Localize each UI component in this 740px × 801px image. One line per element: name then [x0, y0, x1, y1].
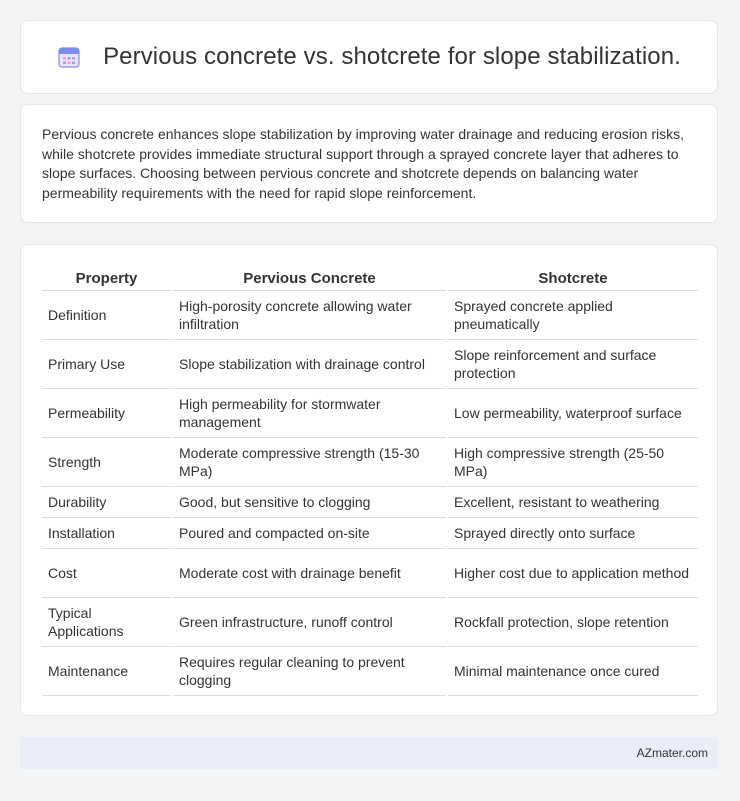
- pervious-concrete-cell: Slope stabilization with drainage control: [173, 340, 446, 389]
- intro-text: Pervious concrete enhances slope stabilization by improving water drainage and reducing erosion risks, while shotcrete provides immediate structural support through a sprayed concrete layer that adheres to slope surfaces. Choosing between pervious concrete and shotcrete depends on balancing water permeability requirements with the need for rapid slope reinforcement.: [42, 126, 685, 201]
- pervious-concrete-cell: Poured and compacted on-site: [173, 518, 446, 549]
- shotcrete-cell: Excellent, resistant to weathering: [448, 487, 698, 518]
- table-row: [42, 549, 698, 598]
- title-card: [20, 20, 718, 94]
- intro-card: [20, 104, 718, 223]
- footer-brand: AZmater.com: [636, 746, 708, 760]
- property-cell: Durability: [42, 487, 171, 518]
- pervious-concrete-cell: Moderate cost with drainage benefit: [173, 549, 446, 598]
- table-row: [42, 389, 698, 438]
- pervious-concrete-cell: Good, but sensitive to clogging: [173, 487, 446, 518]
- shotcrete-cell: Higher cost due to application method: [448, 549, 698, 598]
- pervious-concrete-cell: High permeability for stormwater management: [173, 389, 446, 438]
- header-shotcrete: Shotcrete: [448, 264, 698, 291]
- header-property: Property: [42, 264, 171, 291]
- table-row: [42, 291, 698, 340]
- header-pervious-concrete: Pervious Concrete: [173, 264, 446, 291]
- shotcrete-cell: Rockfall protection, slope retention: [448, 598, 698, 647]
- table-row: [42, 438, 698, 487]
- pervious-concrete-cell: Moderate compressive strength (15-30 MPa): [173, 438, 446, 487]
- property-cell: Strength: [42, 438, 171, 487]
- shotcrete-cell: Sprayed concrete applied pneumatically: [448, 291, 698, 340]
- property-cell: Definition: [42, 291, 171, 340]
- table-header-row: [42, 264, 698, 291]
- table-row: [42, 598, 698, 647]
- shotcrete-cell: Slope reinforcement and surface protection: [448, 340, 698, 389]
- table-row: [42, 487, 698, 518]
- page-title: Pervious concrete vs. shotcrete for slope stabilization.: [103, 43, 681, 70]
- property-cell: Cost: [42, 549, 171, 598]
- footer: [20, 737, 718, 769]
- property-cell: Primary Use: [42, 340, 171, 389]
- comparison-card: [20, 244, 718, 716]
- table-row: [42, 518, 698, 549]
- pervious-concrete-cell: High-porosity concrete allowing water infiltration: [173, 291, 446, 340]
- table-body: [42, 291, 698, 696]
- shotcrete-cell: Sprayed directly onto surface: [448, 518, 698, 549]
- pervious-concrete-cell: Requires regular cleaning to prevent clogging: [173, 647, 446, 696]
- shotcrete-cell: High compressive strength (25-50 MPa): [448, 438, 698, 487]
- property-cell: Permeability: [42, 389, 171, 438]
- property-cell: Typical Applications: [42, 598, 171, 647]
- pervious-concrete-cell: Green infrastructure, runoff control: [173, 598, 446, 647]
- property-cell: Installation: [42, 518, 171, 549]
- property-cell: Maintenance: [42, 647, 171, 696]
- table-row: [42, 340, 698, 389]
- calendar-icon: [57, 45, 81, 69]
- table-row: [42, 647, 698, 696]
- shotcrete-cell: Minimal maintenance once cured: [448, 647, 698, 696]
- comparison-table: [40, 264, 700, 696]
- shotcrete-cell: Low permeability, waterproof surface: [448, 389, 698, 438]
